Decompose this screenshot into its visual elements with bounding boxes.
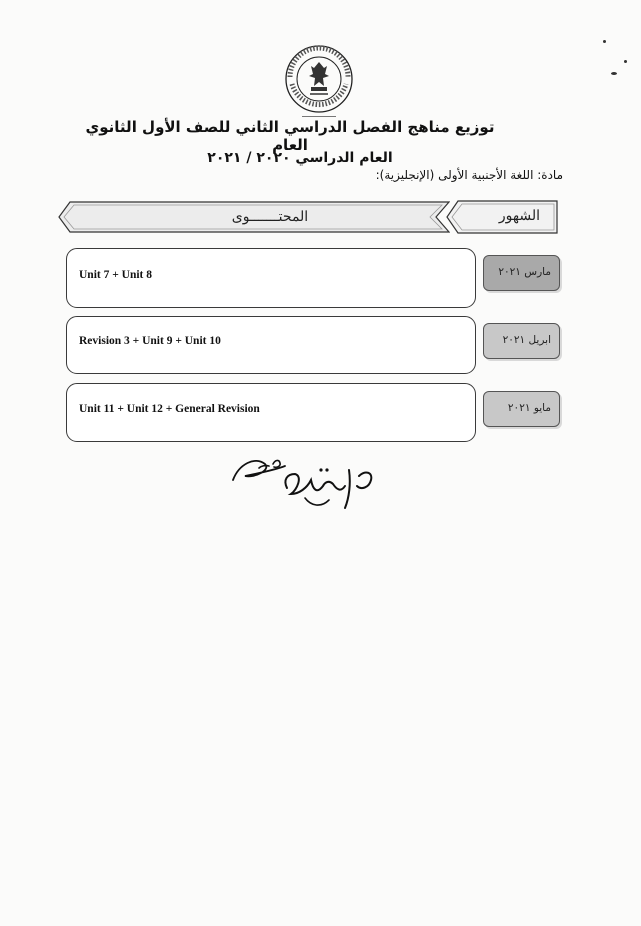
table-row [66, 316, 476, 374]
months-header-label: الشهور [498, 208, 540, 224]
row-content: Unit 7 + Unit 8 [79, 269, 153, 281]
scan-mark [624, 60, 627, 63]
table-row [66, 248, 476, 308]
content-header-label: المحتـــــــوى [231, 209, 309, 225]
subject-line: مادة: اللغة الأجنبية الأولى (الإنجليزية): [375, 168, 563, 182]
month-label: ابريل ٢٠٢١ [502, 334, 551, 346]
signature-icon [225, 450, 395, 520]
document-title: توزيع مناهج الفصل الدراسي الثاني للصف الأول الثانوي العام [85, 118, 495, 154]
table-row [66, 383, 476, 442]
month-label: مارس ٢٠٢١ [498, 266, 551, 278]
logo-underline [302, 116, 336, 117]
row-content: Revision 3 + Unit 9 + Unit 10 [79, 335, 221, 347]
month-cell [483, 323, 560, 359]
ministry-logo-icon [284, 44, 354, 114]
scan-mark [603, 40, 606, 43]
month-label: مايو ٢٠٢١ [507, 402, 551, 414]
month-cell [483, 255, 560, 291]
academic-year: العام الدراسي ٢٠٢٠ / ٢٠٢١ [207, 150, 393, 166]
month-cell [483, 391, 560, 427]
scan-mark [611, 72, 617, 75]
row-content: Unit 11 + Unit 12 + General Revision [79, 403, 260, 415]
